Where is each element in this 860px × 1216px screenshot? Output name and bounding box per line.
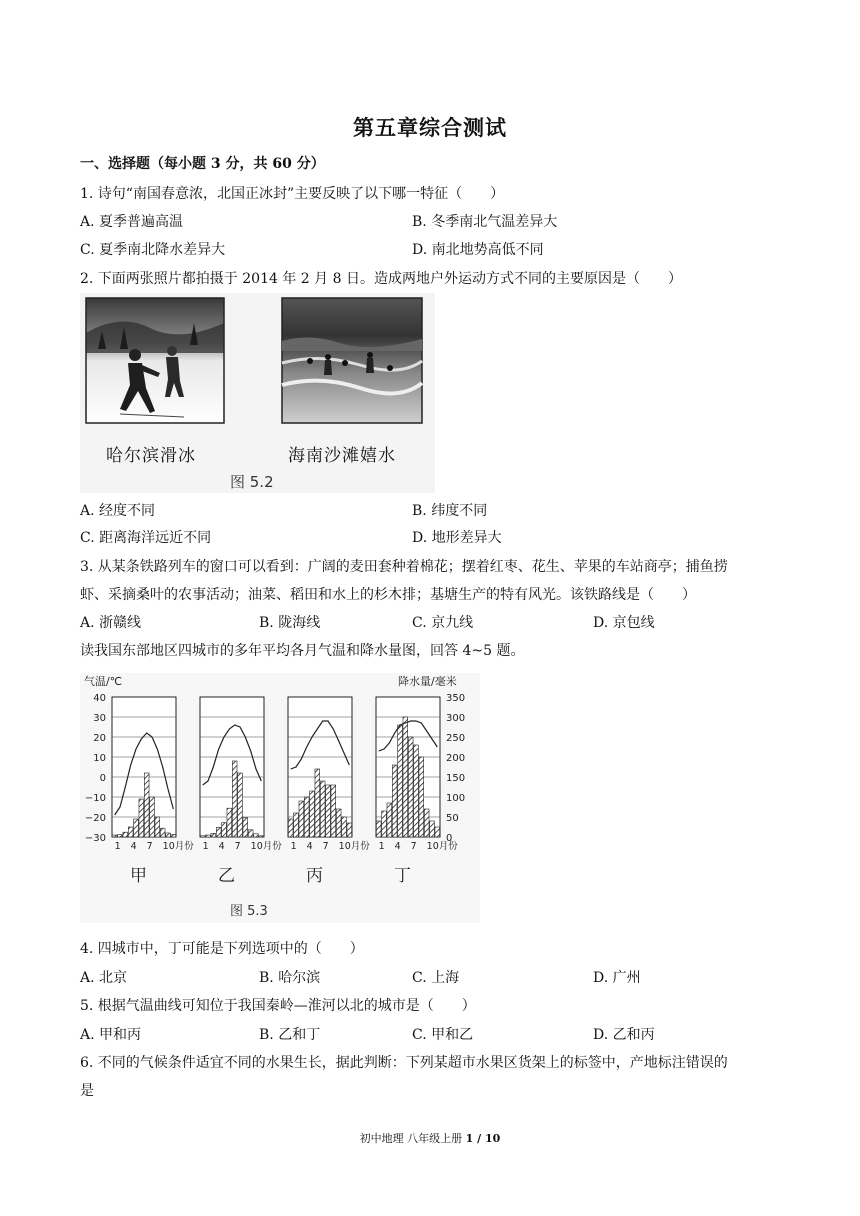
page-footer	[0, 1130, 860, 1146]
temp-tick-label: 0	[99, 773, 106, 784]
question-3-stem-line1: 3. 从某条铁路列车的窗口可以看到：广阔的麦田套种着棉花；摆着红枣、花生、苹果的车站商亭；捕鱼捞	[80, 559, 728, 575]
month-tick-label: 4	[218, 841, 225, 852]
panel-frame	[200, 697, 264, 837]
precip-bar	[304, 797, 309, 837]
q3-option-d: D. 京包线	[593, 615, 655, 631]
precip-bar	[166, 833, 171, 837]
question-6-stem-line2: 是	[80, 1083, 94, 1099]
precip-tick-label: 150	[446, 773, 466, 784]
precip-bar	[403, 717, 408, 837]
q1-option-b: B. 冬季南北气温差异大	[412, 214, 558, 230]
q4-option-a: A. 北京	[80, 970, 128, 986]
precip-bar	[294, 813, 299, 837]
q4-option-b: B. 哈尔滨	[259, 970, 321, 986]
month-tick-label: 1	[290, 841, 297, 852]
precip-tick-label: 250	[446, 733, 466, 744]
temp-tick-label: 20	[93, 733, 106, 744]
precip-bar	[414, 745, 419, 837]
precip-bar	[211, 833, 216, 837]
precip-bar	[398, 725, 403, 837]
precip-bar	[139, 799, 144, 837]
precip-bar	[134, 819, 139, 837]
precip-bar	[326, 785, 331, 837]
precip-bar	[216, 827, 221, 837]
precip-bar	[248, 830, 253, 837]
climate-panel-4	[376, 697, 458, 886]
precip-bar	[254, 834, 259, 837]
precip-bar	[112, 835, 117, 837]
precip-bar	[387, 803, 392, 837]
q1-option-d: D. 南北地势高低不同	[412, 242, 544, 258]
month-tick-label: 4	[306, 841, 313, 852]
precip-bar	[160, 828, 165, 837]
precip-bar	[320, 781, 325, 837]
precip-bar	[288, 819, 293, 837]
figure-5-2	[80, 293, 435, 493]
precip-bar	[232, 761, 237, 837]
q3-option-b: B. 陇海线	[259, 615, 321, 631]
temp-tick-label: −20	[84, 813, 106, 824]
precip-bar	[150, 797, 155, 837]
precip-bar	[123, 832, 128, 837]
city-label: 甲	[130, 866, 147, 886]
month-tick-label: 1	[114, 841, 121, 852]
precip-tick-label: 350	[446, 693, 466, 704]
precip-bar	[171, 835, 176, 837]
photo-caption-harbin: 哈尔滨滑冰	[106, 446, 196, 466]
precip-bar	[435, 827, 440, 837]
month-tick-label: 10月份	[338, 841, 370, 852]
panel-frame	[112, 697, 176, 837]
month-tick-label: 7	[234, 841, 241, 852]
question-6-stem-line1: 6. 不同的气候条件适宜不同的水果生长，据此判断：下列某超市水果区货架上的标签中，产地标注错误的	[80, 1055, 728, 1071]
photo-hainan-beach	[282, 298, 422, 423]
right-axis-title: 降水量/毫米	[398, 675, 457, 688]
month-tick-label: 1	[202, 841, 209, 852]
precip-tick-label: 100	[446, 793, 466, 804]
precip-bar	[315, 769, 320, 837]
precip-bar	[222, 823, 227, 837]
precip-bar	[424, 809, 429, 837]
climate-charts-svg	[80, 673, 480, 923]
q1-option-a: A. 夏季普遍高温	[80, 214, 184, 230]
photo-caption-hainan: 海南沙滩嬉水	[288, 446, 396, 466]
precip-bar	[243, 818, 248, 837]
q2-option-d: D. 地形差异大	[412, 530, 502, 546]
precip-tick-label: 200	[446, 753, 466, 764]
q4-option-c: C. 上海	[412, 970, 460, 986]
precip-bar	[299, 801, 304, 837]
precip-bar	[238, 773, 243, 837]
precip-bar	[206, 835, 211, 837]
q5-option-a: A. 甲和丙	[80, 1027, 142, 1043]
left-axis-title: 气温/℃	[84, 675, 123, 688]
precip-bar	[408, 737, 413, 837]
precip-bar	[310, 791, 315, 837]
precip-bar	[128, 827, 133, 837]
precip-bar	[331, 785, 336, 837]
climate-panel-3	[288, 697, 370, 886]
figure-5-2-label: 图 5.2	[230, 473, 274, 491]
intro-q4-q5: 读我国东部地区四城市的多年平均各月气温和降水量图，回答 4~5 题。	[80, 643, 525, 659]
q4-option-d: D. 广州	[593, 970, 641, 986]
precip-bar	[392, 765, 397, 837]
month-tick-label: 10月份	[250, 841, 282, 852]
q3-option-c: C. 京九线	[412, 615, 474, 631]
precip-bar	[200, 836, 205, 837]
month-tick-label: 10月份	[162, 841, 194, 852]
footer-text: 初中地理 八年级上册	[359, 1132, 466, 1145]
question-2-stem: 2. 下面两张照片都拍摄于 2014 年 2 月 8 日。造成两地户外运动方式不同的主要原因是（ ）	[80, 271, 682, 287]
precip-tick-label: 50	[446, 813, 459, 824]
question-3-stem-line2: 虾、采摘桑叶的农事活动；油菜、稻田和水上的杉木排；基塘生产的特有风光。该铁路线是（ ）	[80, 587, 696, 603]
month-tick-label: 4	[130, 841, 137, 852]
precip-bar	[259, 836, 264, 837]
photo-harbin-skating	[86, 298, 224, 423]
month-tick-label: 7	[410, 841, 417, 852]
climate-panel-1	[112, 697, 194, 886]
precip-bar	[144, 773, 149, 837]
climate-panel-2	[200, 697, 282, 886]
month-tick-label: 10月份	[426, 841, 458, 852]
q3-option-a: A. 浙赣线	[80, 615, 142, 631]
precip-bar	[430, 821, 435, 837]
precip-bar	[419, 757, 424, 837]
precip-tick-label: 300	[446, 713, 466, 724]
q2-option-b: B. 纬度不同	[412, 503, 488, 519]
precip-bar	[342, 817, 347, 837]
q5-option-d: D. 乙和丙	[593, 1027, 655, 1043]
page-title: 第五章综合测试	[353, 115, 507, 140]
question-5-stem: 5. 根据气温曲线可知位于我国秦岭—淮河以北的城市是（ ）	[80, 998, 476, 1014]
temp-tick-label: 40	[93, 693, 106, 704]
page-number: 1 / 10	[465, 1132, 501, 1145]
section-heading: 一、选择题（每小题 3 分，共 60 分）	[80, 156, 325, 172]
temp-tick-label: −30	[84, 833, 106, 844]
city-label: 丙	[306, 866, 323, 886]
q2-option-a: A. 经度不同	[80, 503, 156, 519]
q2-option-c: C. 距离海洋远近不同	[80, 530, 212, 546]
q5-option-c: C. 甲和乙	[412, 1027, 474, 1043]
precip-bar	[347, 823, 352, 837]
precip-bar	[155, 817, 160, 837]
precip-tick-label: 0	[446, 833, 453, 844]
precip-bar	[227, 808, 232, 837]
precip-bar	[382, 811, 387, 837]
figure-5-3-label: 图 5.3	[230, 904, 268, 919]
precip-bar	[118, 835, 123, 837]
question-4-stem: 4. 四城市中，丁可能是下列选项中的（ ）	[80, 941, 364, 957]
month-tick-label: 7	[146, 841, 153, 852]
city-label: 丁	[394, 866, 411, 886]
q5-option-b: B. 乙和丁	[259, 1027, 321, 1043]
month-tick-label: 7	[322, 841, 329, 852]
city-label: 乙	[218, 866, 235, 886]
month-tick-label: 4	[394, 841, 401, 852]
temp-tick-label: 30	[93, 713, 106, 724]
figure-5-3	[80, 673, 480, 923]
precip-bar	[376, 821, 381, 837]
q1-option-c: C. 夏季南北降水差异大	[80, 242, 226, 258]
temp-tick-label: −10	[84, 793, 106, 804]
temp-tick-label: 10	[93, 753, 106, 764]
precip-bar	[336, 809, 341, 837]
question-1-stem: 1. 诗句“南国春意浓，北国正冰封”主要反映了以下哪一特征（ ）	[80, 186, 505, 202]
month-tick-label: 1	[378, 841, 385, 852]
